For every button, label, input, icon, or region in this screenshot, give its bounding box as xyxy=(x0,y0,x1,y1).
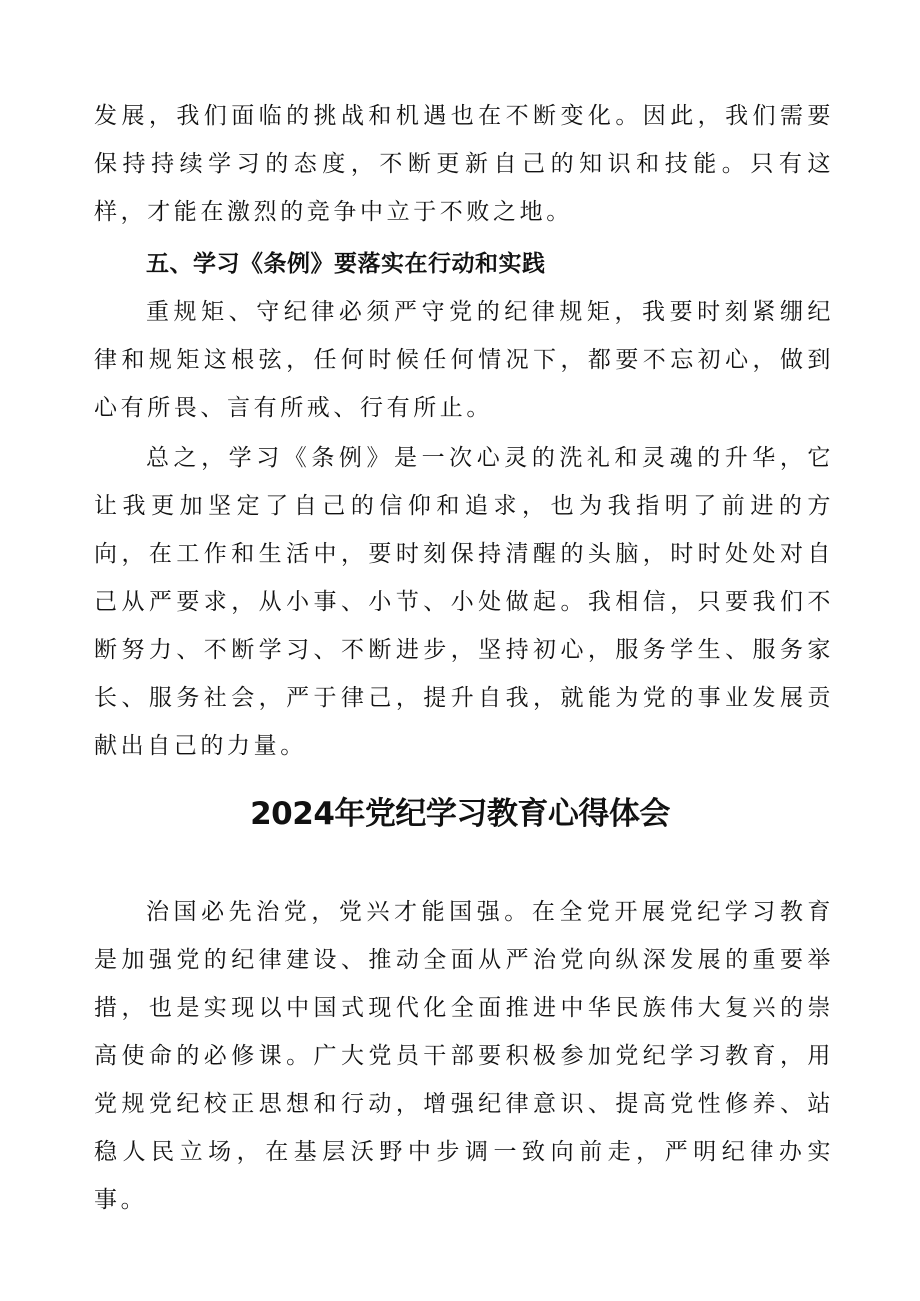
section-heading: 五、学习《条例》要落实在行动和实践 xyxy=(146,251,546,277)
article-intro-paragraph: 治国必先治党，党兴才能国强。在全党开展党纪学习教育是加强党的纪律建设、推动全面从严治党向纵深发展的重要举措，也是实现以中国式现代化全面推进中华民族伟大复兴的崇高使命的必修课。广大党员干部要积极参加党纪学习教育，用党规党纪校正思想和行动，增强纪律意识、提高党性修养、站稳人民立场，在基层沃野中步调一致向前走，严明纪律办实事。 xyxy=(94,899,834,1213)
conclusion-paragraph: 总之，学习《条例》是一次心灵的洗礼和灵魂的升华，它让我更加坚定了自己的信仰和追求，也为我指明了前进的方向，在工作和生活中，要时刻保持清醒的头脑，时时处处对自己从严要求，从小事、小节、小处做起。我相信，只要我们不断努力、不断学习、不断进步，坚持初心，服务学生、服务家长、服务社会，严于律己，提升自我，就能为党的事业发展贡献出自己的力量。 xyxy=(94,445,834,759)
section-paragraph: 重规矩、守纪律必须严守党的纪律规矩，我要时刻紧绷纪律和规矩这根弦，任何时候任何情况下，都要不忘初心，做到心有所畏、言有所戒、行有所止。 xyxy=(94,299,834,421)
continuation-paragraph: 发展，我们面临的挑战和机遇也在不断变化。因此，我们需要保持持续学习的态度，不断更新自己的知识和技能。只有这样，才能在激烈的竞争中立于不败之地。 xyxy=(94,103,834,225)
article-title: 2024年党纪学习教育心得体会 xyxy=(250,796,670,832)
